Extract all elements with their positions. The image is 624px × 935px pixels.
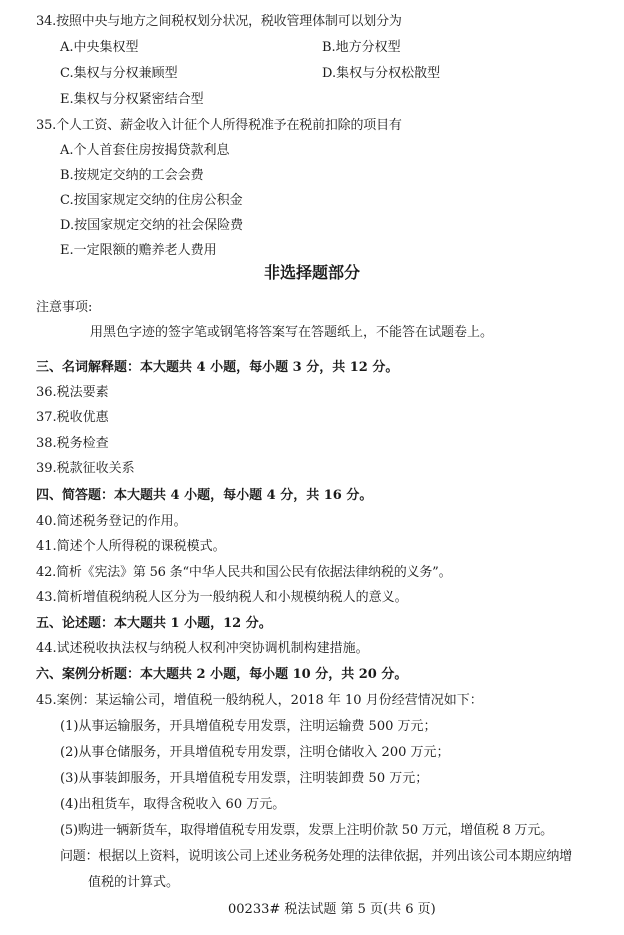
case-item-3: (3)从事装卸服务，开具增值税专用发票，注明装卸费 50 万元； xyxy=(60,771,429,786)
section3-heading: 三、名词解释题：本大题共 4 小题，每小题 3 分，共 12 分。 xyxy=(36,360,399,375)
q43: 43.简析增值税纳税人区分为一般纳税人和小规模纳税人的意义。 xyxy=(36,590,408,605)
q35-option-a: A.个人首套住房按揭贷款利息 xyxy=(60,143,230,158)
q45-intro: 45.案例：某运输公司，增值税一般纳税人，2018 年 10 月份经营情况如下： xyxy=(36,693,483,708)
q35-option-d: D.按国家规定交纳的社会保险费 xyxy=(60,218,244,233)
case-item-1: (1)从事运输服务，开具增值税专用发票，注明运输费 500 万元； xyxy=(60,719,437,734)
q35-option-c: C.按国家规定交纳的住房公积金 xyxy=(60,193,243,208)
q34-option-c: C.集权与分权兼顾型 xyxy=(60,66,178,81)
q44: 44.试述税收执法权与纳税人权利冲突协调机制构建措施。 xyxy=(36,641,369,656)
q34-option-e: E.集权与分权紧密结合型 xyxy=(60,92,204,107)
section4-heading: 四、简答题：本大题共 4 小题，每小题 4 分，共 16 分。 xyxy=(36,488,373,503)
q34-option-a: A.中央集权型 xyxy=(60,40,139,55)
q38: 38.税务检查 xyxy=(36,436,109,451)
q40: 40.简述税务登记的作用。 xyxy=(36,514,187,529)
q39: 39.税款征收关系 xyxy=(36,461,135,476)
notice-label: 注意事项: xyxy=(36,300,93,315)
section6-heading: 六、案例分析题：本大题共 2 小题，每小题 10 分，共 20 分。 xyxy=(36,667,408,682)
q42: 42.简析《宪法》第 56 条“中华人民共和国公民有依据法律纳税的义务”。 xyxy=(36,565,452,580)
q35-option-b: B.按规定交纳的工会会费 xyxy=(60,168,204,183)
q36: 36.税法要素 xyxy=(36,385,109,400)
q34-option-d: D.集权与分权松散型 xyxy=(322,66,441,81)
q41: 41.简述个人所得税的课税模式。 xyxy=(36,539,226,554)
q37: 37.税收优惠 xyxy=(36,410,109,425)
q34-stem: 34.按照中央与地方之间税权划分状况，税收管理体制可以划分为 xyxy=(36,14,402,29)
section-title: 非选择题部分 xyxy=(264,263,361,282)
q45-question-cont: 值税的计算式。 xyxy=(88,875,180,890)
q35-option-e: E.一定限额的赡养老人费用 xyxy=(60,243,217,258)
q45-question: 问题：根据以上资料，说明该公司上述业务税务处理的法律依据，并列出该公司本期应纳增 xyxy=(60,849,573,864)
section5-heading: 五、论述题：本大题共 1 小题，12 分。 xyxy=(36,616,272,631)
q35-stem: 35.个人工资、薪金收入计征个人所得税准予在税前扣除的项目有 xyxy=(36,118,402,133)
page-footer: 00233# 税法试题 第 5 页(共 6 页) xyxy=(228,902,436,917)
case-item-5: (5)购进一辆新货车，取得增值税专用发票，发票上注明价款 50 万元，增值税 8 万元。 xyxy=(60,823,553,838)
case-item-2: (2)从事仓储服务，开具增值税专用发票，注明仓储收入 200 万元； xyxy=(60,745,450,760)
notice-text: 用黑色字迹的签字笔或钢笔将答案写在答题纸上，不能答在试题卷上。 xyxy=(90,325,494,340)
q34-option-b: B.地方分权型 xyxy=(322,40,401,55)
case-item-4: (4)出租货车，取得含税收入 60 万元。 xyxy=(60,797,286,812)
